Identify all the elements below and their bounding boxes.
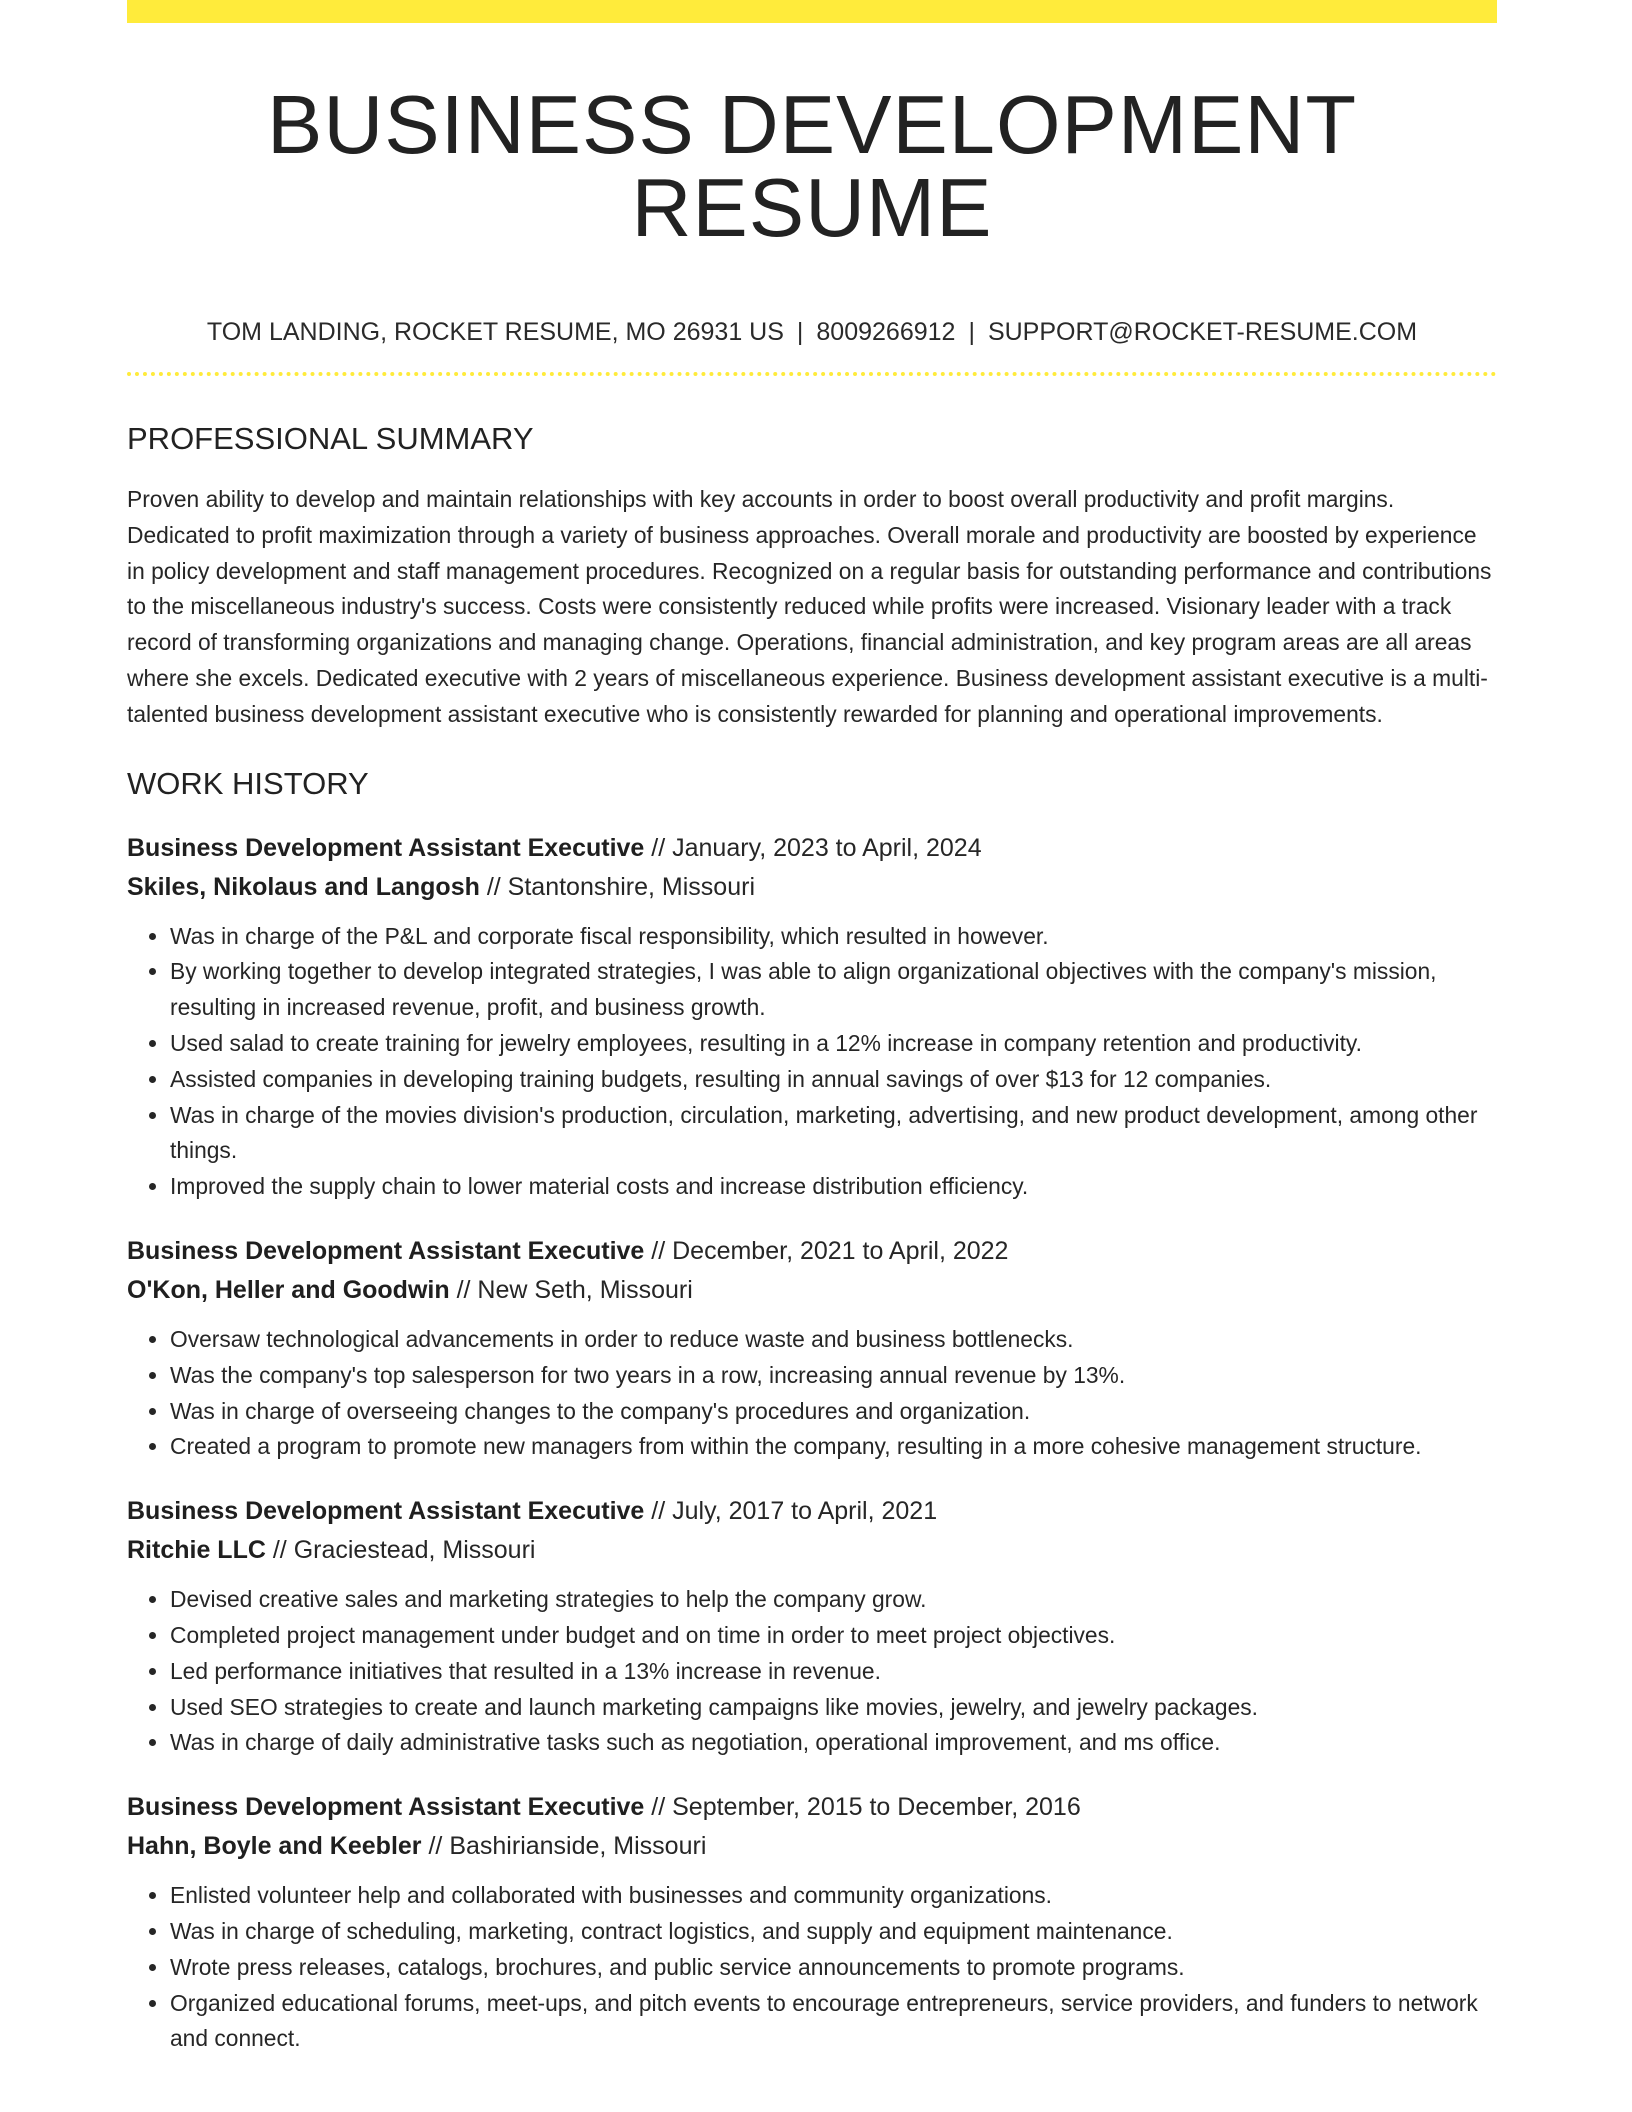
job-bullet: • Enlisted volunteer help and collaborated with businesses and community organizations. (170, 1878, 1497, 1914)
job-dates: July, 2017 to April, 2021 (672, 1497, 938, 1526)
job-entry (127, 1232, 1497, 1465)
job-entry (127, 1492, 1497, 1761)
job-bullet-list (127, 1878, 1497, 2057)
job-location: Bashirianside, Missouri (449, 1832, 707, 1861)
job-bullet: • Devised creative sales and marketing strategies to help the company grow. (170, 1582, 1497, 1618)
contact-name-address: TOM LANDING, ROCKET RESUME, MO 26931 US (206, 318, 784, 346)
job-dates: December, 2021 to April, 2022 (672, 1236, 1009, 1265)
work-history-heading: WORK HISTORY (127, 765, 369, 801)
job-bullet: • Was in charge of the P&L and corporate fiscal responsibility, which resulted in however. (170, 919, 1497, 955)
job-company: Ritchie LLC (127, 1536, 266, 1565)
job-bullet: • Used salad to create training for jewelry employees, resulting in a 12% increase in company retention and productivity. (170, 1026, 1497, 1062)
job-bullet: • Was in charge of scheduling, marketing, contract logistics, and supply and equipment maintenance. (170, 1914, 1497, 1950)
summary-text: Proven ability to develop and maintain relationships with key accounts in order to boost overall productivity and profit margins. Dedicated to profit maximization through a variety of business approaches. Overall morale and productivity are boosted by experience in policy development and staff management procedures. Recognized on a regular basis for outstanding performance and contributions to the miscellaneous industry's success. Costs were consistently reduced while profits were increased. Visionary leader with a track record of transforming organizations and managing change. Operations, financial administration, and key program areas are all areas where she excels. Dedicated executive with 2 years of miscellaneous experience. Business development assistant executive is a multi-talented business development assistant executive who is consistently rewarded for planning and operational improvements. (127, 486, 1492, 727)
summary-heading: PROFESSIONAL SUMMARY (127, 421, 534, 456)
job-company-line (127, 868, 1497, 907)
job-bullet: • Created a program to promote new managers from within the company, resulting in a more cohesive management structure. (170, 1429, 1497, 1465)
job-entry (127, 1788, 1497, 2057)
job-title-line (127, 829, 1497, 868)
contact-email[interactable]: SUPPORT@ROCKET-RESUME.COM (987, 318, 1418, 346)
job-location: Stantonshire, Missouri (507, 872, 755, 901)
job-title: Business Development Assistant Executive (127, 1497, 645, 1526)
job-dates: September, 2015 to December, 2016 (672, 1793, 1081, 1822)
job-location: Graciestead, Missouri (293, 1536, 536, 1565)
job-company: Skiles, Nikolaus and Langosh (127, 872, 480, 901)
job-bullet: • Improved the supply chain to lower material costs and increase distribution efficiency. (170, 1169, 1497, 1205)
job-bullet: • Completed project management under budget and on time in order to meet project objectives. (170, 1618, 1497, 1654)
job-bullet: • Was in charge of the movies division's production, circulation, marketing, advertising, and new product development, among other things. (170, 1098, 1497, 1170)
job-bullet: • Organized educational forums, meet-ups, and pitch events to encourage entrepreneurs, service providers, and funders to network and connect. (170, 1986, 1497, 2058)
job-separator: // (644, 833, 673, 862)
job-bullet: • Was in charge of daily administrative tasks such as negotiation, operational improvement, and ms office. (170, 1725, 1497, 1761)
resume-title: BUSINESS DEVELOPMENT RESUME (266, 78, 1358, 254)
contact-line (127, 317, 1497, 347)
job-bullet: • Used SEO strategies to create and launch marketing campaigns like movies, jewelry, and jewelry packages. (170, 1690, 1497, 1726)
job-bullet: • Assisted companies in developing training budgets, resulting in annual savings of over $13 for 12 companies. (170, 1062, 1497, 1098)
job-bullet-list (127, 1322, 1497, 1465)
job-title-line (127, 1492, 1497, 1531)
job-bullet: • Led performance initiatives that resulted in a 13% increase in revenue. (170, 1654, 1497, 1690)
job-separator: // (644, 1497, 673, 1526)
header-divider (127, 372, 1497, 376)
contact-separator: | (968, 318, 975, 346)
job-location: New Seth, Missouri (477, 1275, 693, 1304)
job-title-line (127, 1232, 1497, 1271)
job-company-line (127, 1827, 1497, 1866)
job-separator: // (421, 1832, 450, 1861)
contact-phone[interactable]: 8009266912 (816, 318, 956, 346)
job-bullet: • Wrote press releases, catalogs, brochures, and public service announcements to promote programs. (170, 1950, 1497, 1986)
job-separator: // (644, 1793, 673, 1822)
job-company-line (127, 1271, 1497, 1310)
top-accent-bar (127, 0, 1497, 23)
job-separator: // (479, 872, 508, 901)
job-title: Business Development Assistant Executive (127, 833, 645, 862)
job-bullet-list (127, 919, 1497, 1205)
work-history-list (127, 829, 1497, 2058)
job-separator: // (265, 1536, 294, 1565)
job-bullet: • By working together to develop integrated strategies, I was able to align organizational objectives with the company's mission, resulting in increased revenue, profit, and business growth. (170, 954, 1497, 1026)
job-bullet: • Oversaw technological advancements in order to reduce waste and business bottlenecks. (170, 1322, 1497, 1358)
job-bullet-list (127, 1582, 1497, 1761)
job-company: O'Kon, Heller and Goodwin (127, 1275, 450, 1304)
job-company: Hahn, Boyle and Keebler (127, 1832, 422, 1861)
job-title: Business Development Assistant Executive (127, 1236, 645, 1265)
job-company-line (127, 1531, 1497, 1570)
job-title-line (127, 1788, 1497, 1827)
resume-page (127, 0, 1497, 2057)
contact-separator: | (796, 318, 804, 346)
job-title: Business Development Assistant Executive (127, 1793, 645, 1822)
job-bullet: • Was the company's top salesperson for two years in a row, increasing annual revenue by 13%. (170, 1358, 1497, 1394)
job-bullet: • Was in charge of overseeing changes to the company's procedures and organization. (170, 1394, 1497, 1430)
job-separator: // (644, 1236, 673, 1265)
job-dates: January, 2023 to April, 2024 (672, 833, 982, 862)
job-separator: // (449, 1275, 478, 1304)
job-entry (127, 829, 1497, 1205)
